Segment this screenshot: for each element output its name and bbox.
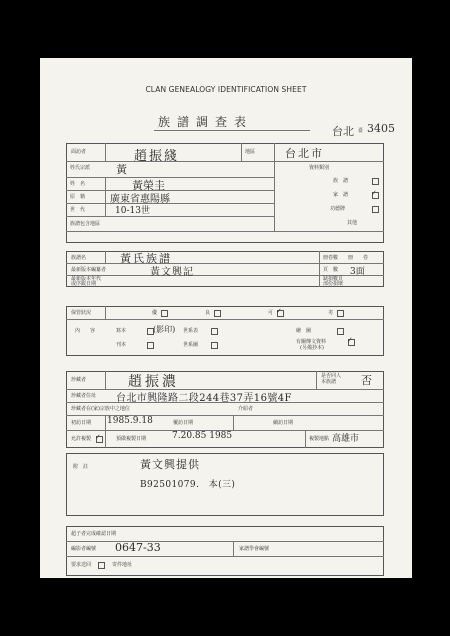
label-interviewer: 面訪者 bbox=[71, 149, 87, 155]
checkbox-poor[interactable] bbox=[337, 310, 344, 317]
label-ancestral-tablet: 功德牌 bbox=[330, 206, 346, 212]
value-scheduled-date: 7.20.85 1985 bbox=[172, 431, 233, 441]
value-pages: 3面 bbox=[350, 267, 365, 277]
ref-no-label: 臺 bbox=[358, 128, 364, 134]
label-property-owner: 介紹者 bbox=[238, 406, 254, 412]
value-compiler: 黃文興記 bbox=[150, 267, 194, 278]
value-surname: 黃 bbox=[116, 163, 127, 176]
value-interviewer: 趙振綫 bbox=[134, 149, 180, 164]
value-index-number: 0647-33 bbox=[115, 541, 161, 554]
label-fine: 良 bbox=[205, 310, 211, 316]
label-condition: 保管狀況 bbox=[71, 310, 92, 316]
value-name: 黃榮圭 bbox=[132, 179, 165, 192]
label-manuscript: 寫本 bbox=[116, 328, 127, 334]
value-holder: 趙振濃 bbox=[128, 374, 179, 390]
label-index-number: 編影者編號 bbox=[71, 546, 97, 552]
title-underline bbox=[154, 130, 310, 131]
label-first-investigation: 初訪日期 bbox=[71, 420, 92, 426]
check-mark: ✓ bbox=[95, 433, 101, 441]
label-mail-address: 寄件地址 bbox=[112, 562, 133, 568]
checkbox-genealogy[interactable] bbox=[372, 178, 379, 185]
check-mark: ✓ bbox=[347, 336, 353, 344]
label-other-note: (另備抄本) bbox=[300, 345, 324, 351]
checkbox-printed[interactable] bbox=[147, 342, 154, 349]
value-origin: 廣東省惠陽縣 bbox=[110, 194, 170, 205]
label-same-person-a: 是否同人 bbox=[321, 373, 342, 379]
label-poor: 劣 bbox=[328, 310, 334, 316]
label-world-table: 世系表 bbox=[183, 328, 199, 334]
value-same-person: 否 bbox=[361, 374, 372, 387]
label-portrait: 繪 圖 bbox=[296, 328, 312, 334]
label-missing-a: 缺損數頁 bbox=[323, 276, 344, 282]
label-world-genealogy: 世系圖 bbox=[183, 342, 199, 348]
sheet-header: CLAN GENEALOGY IDENTIFICATION SHEET bbox=[145, 85, 307, 94]
label-repeat-investigation: 覆訪日期 bbox=[173, 420, 194, 426]
value-notes-line2: B92501079. 本(三) bbox=[140, 480, 236, 490]
label-good: 優 bbox=[152, 310, 158, 316]
label-other: 其他 bbox=[347, 220, 358, 226]
ref-city: 台北 bbox=[332, 125, 354, 138]
sheet-title: 族譜調查表 bbox=[158, 115, 254, 129]
check-mark: ✓ bbox=[276, 307, 282, 315]
label-holder-address: 珍藏者住址 bbox=[71, 393, 97, 399]
label-fair: 可 bbox=[268, 310, 274, 316]
checkbox-good[interactable] bbox=[161, 310, 168, 317]
value-generation: 10-13世 bbox=[115, 206, 150, 216]
label-volumes: 冊卷數 冊 卷 bbox=[323, 255, 369, 261]
label-approval-date: 超子者完成確認日期 bbox=[71, 531, 117, 537]
value-manuscript-note: (影印) bbox=[153, 325, 176, 334]
label-source: 資料類別 bbox=[309, 165, 330, 171]
value-copy-location: 高雄市 bbox=[332, 434, 360, 444]
label-allow-copy: 允許複製 bbox=[71, 436, 92, 442]
checkbox-portrait[interactable] bbox=[337, 328, 344, 335]
label-family-talk: 家 譜 bbox=[333, 192, 349, 198]
label-printed: 刊本 bbox=[116, 342, 127, 348]
label-missing-b: 部份損壞 bbox=[323, 281, 344, 287]
checkbox-world-genealogy[interactable] bbox=[211, 342, 218, 349]
label-area: 地區 bbox=[245, 149, 256, 155]
label-holder-home: 珍藏者在(家)宗族中之地位 bbox=[71, 406, 130, 412]
label-year-b: 或序跋日期 bbox=[71, 281, 97, 287]
label-compiler: 最新版本編纂者 bbox=[71, 267, 107, 273]
value-holder-address: 台北市興隆路二段244巷37弄16號4F bbox=[116, 393, 292, 404]
value-first-investigation: 1985.9.18 bbox=[107, 416, 153, 426]
value-area: 台北市 bbox=[285, 147, 324, 160]
label-notes: 附 註 bbox=[73, 464, 89, 470]
value-notes-line1: 黃文興提供 bbox=[140, 458, 200, 471]
label-continued-investigation: 續訪日期 bbox=[273, 420, 294, 426]
label-content: 內 容 bbox=[75, 328, 96, 334]
checkbox-ancestral-tablet[interactable] bbox=[372, 206, 379, 213]
label-other-materials: 有關傳文資料 bbox=[296, 339, 327, 345]
checkbox-fine[interactable] bbox=[214, 310, 221, 317]
ref-number: 3405 bbox=[367, 122, 395, 135]
label-mail-notify: 要求送回 bbox=[71, 562, 92, 568]
label-name: 姓 名 bbox=[70, 181, 86, 187]
label-include-area: 族譜包含地區 bbox=[70, 221, 101, 227]
label-pages: 頁 數 bbox=[323, 267, 339, 273]
checkbox-mail-notify[interactable] bbox=[98, 562, 105, 569]
label-surname: 姓氏宗派 bbox=[70, 165, 91, 171]
label-origin: 原 籍 bbox=[70, 194, 86, 200]
label-genealogy-name: 族譜名 bbox=[71, 255, 87, 261]
label-holder: 珍藏者 bbox=[71, 377, 87, 383]
label-copy-location: 複製地點 bbox=[309, 436, 330, 442]
genealogy-sheet bbox=[40, 58, 412, 578]
label-genealogy: 族 譜 bbox=[333, 178, 349, 184]
label-generation: 世 代 bbox=[70, 207, 86, 213]
label-scheduled-date: 預做複製日期 bbox=[116, 436, 147, 442]
label-year-a: 最新版本年代 bbox=[71, 276, 102, 282]
label-committee-number: 家譜學會編號 bbox=[239, 546, 270, 552]
label-same-person-b: 本族譜 bbox=[321, 379, 337, 385]
checkbox-world-table[interactable] bbox=[211, 328, 218, 335]
value-genealogy-name: 黃氏族譜 bbox=[120, 252, 172, 265]
check-mark: ✓ bbox=[371, 189, 377, 197]
